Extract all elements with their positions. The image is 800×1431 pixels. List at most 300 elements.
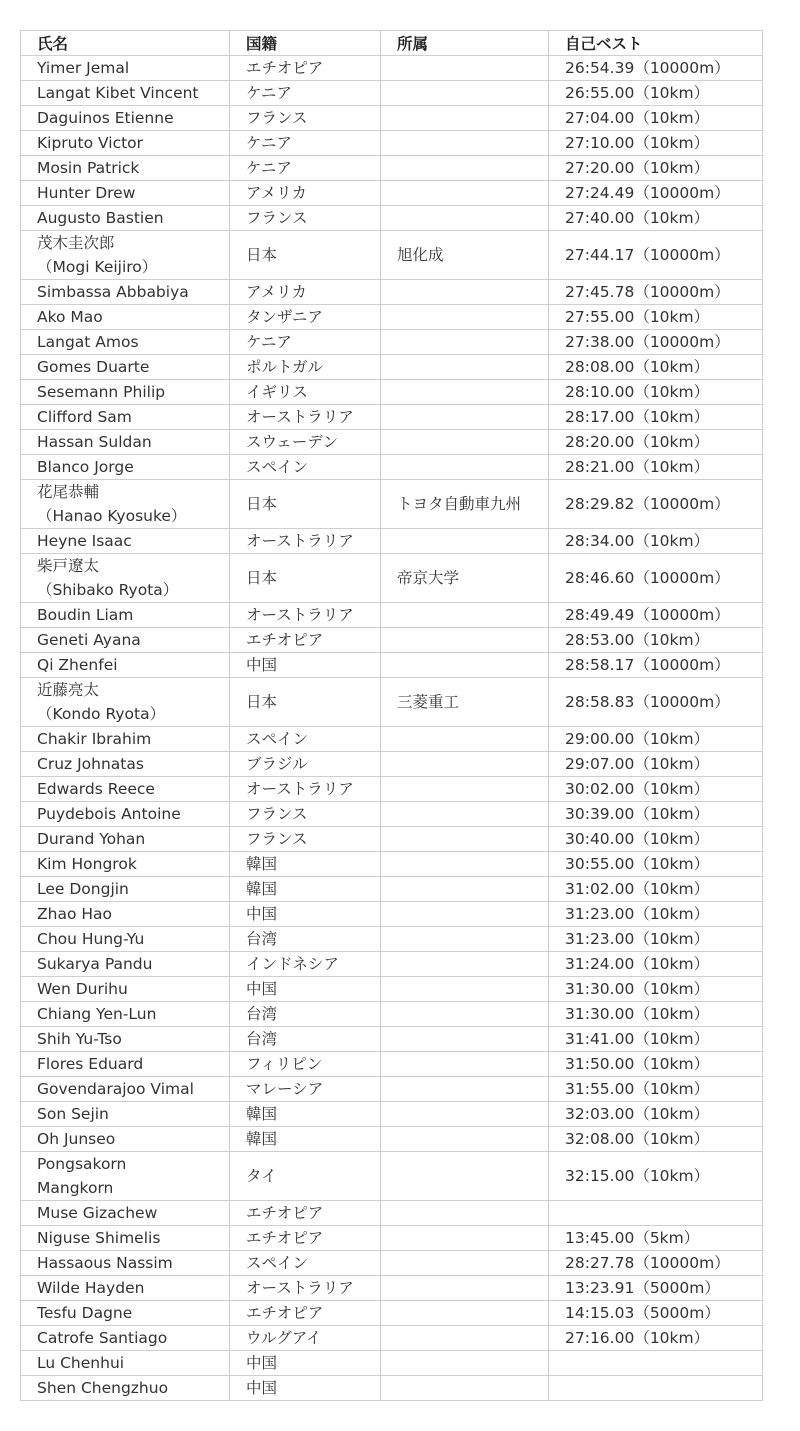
table-row [21,181,763,206]
table-row [21,802,763,827]
athlete-name: Sesemann Philip [37,383,166,401]
affiliation-cell [381,727,549,752]
athlete-name: Augusto Bastien [37,209,164,227]
table-row [21,280,763,305]
athlete-name-cell [21,1102,230,1127]
athlete-name-cell [21,305,230,330]
table-row [21,603,763,628]
athlete-name-cell [21,927,230,952]
table-row [21,455,763,480]
personal-best-cell: 13:45.00（5km） [549,1226,763,1251]
affiliation-cell [381,902,549,927]
athlete-name-cell [21,1077,230,1102]
country-cell: 韓国 [230,852,381,877]
affiliation-cell [381,1027,549,1052]
athlete-name: Wilde Hayden [37,1279,145,1297]
affiliation-cell [381,1351,549,1376]
affiliation-cell [381,156,549,181]
affiliation-cell [381,628,549,653]
affiliation-cell [381,1002,549,1027]
affiliation-cell [381,81,549,106]
athlete-name: Boudin Liam [37,606,134,624]
affiliation-cell: 三菱重工 [381,678,549,727]
athlete-name-cell [21,678,230,727]
table-row [21,1226,763,1251]
table-row [21,777,763,802]
country-cell: 韓国 [230,877,381,902]
table-row [21,827,763,852]
athlete-name: Chou Hung-Yu [37,930,145,948]
athlete-name: Shen Chengzhuo [37,1379,169,1397]
country-cell: フランス [230,206,381,231]
athlete-name-cell [21,902,230,927]
athlete-name-cell [21,430,230,455]
athlete-name-cell [21,977,230,1002]
personal-best-cell: 27:16.00（10km） [549,1326,763,1351]
country-cell: フランス [230,106,381,131]
personal-best-cell: 27:44.17（10000m） [549,231,763,280]
athlete-name-cell [21,1376,230,1401]
athlete-name: Hassaous Nassim [37,1254,173,1272]
athlete-name-cell [21,1326,230,1351]
table-row [21,106,763,131]
athlete-name-cell [21,727,230,752]
table-row [21,156,763,181]
country-cell: フランス [230,827,381,852]
athlete-name: 近藤亮太 [37,681,100,699]
country-cell: タイ [230,1152,381,1201]
athlete-name: Tesfu Dagne [37,1304,133,1322]
table-row [21,231,763,280]
country-cell: 韓国 [230,1127,381,1152]
table-row [21,628,763,653]
personal-best-cell: 28:58.17（10000m） [549,653,763,678]
table-row [21,480,763,529]
header-row [21,31,763,56]
affiliation-cell: 帝京大学 [381,554,549,603]
personal-best-cell: 27:40.00（10km） [549,206,763,231]
affiliation-cell [381,330,549,355]
athlete-name: Langat Kibet Vincent [37,84,199,102]
personal-best-cell: 31:24.00（10km） [549,952,763,977]
athlete-name-cell [21,280,230,305]
personal-best-cell: 28:21.00（10km） [549,455,763,480]
athlete-name: Muse Gizachew [37,1204,158,1222]
athlete-name-cell [21,156,230,181]
athlete-name: Chakir Ibrahim [37,730,152,748]
country-cell: スペイン [230,727,381,752]
athlete-name: Gomes Duarte [37,358,150,376]
personal-best-cell: 29:00.00（10km） [549,727,763,752]
table-row [21,678,763,727]
affiliation-cell [381,653,549,678]
athlete-name: Pongsakorn [37,1155,127,1173]
athlete-name-line: Mangkorn [37,1179,114,1197]
table-row [21,977,763,1002]
table-row [21,1201,763,1226]
athlete-name-cell [21,1251,230,1276]
country-cell: 日本 [230,678,381,727]
affiliation-cell [381,380,549,405]
athlete-name-cell [21,355,230,380]
athlete-name-cell [21,1027,230,1052]
affiliation-cell [381,305,549,330]
athlete-name: Puydebois Antoine [37,805,181,823]
table-row [21,355,763,380]
athlete-name: Lu Chenhui [37,1354,125,1372]
affiliation-cell [381,131,549,156]
athlete-name-line: （Mogi Keijiro） [37,258,158,276]
affiliation-cell [381,1301,549,1326]
header-personal-best: 自己ベスト [549,31,763,56]
country-cell: 中国 [230,1376,381,1401]
table-row [21,56,763,81]
table-row [21,305,763,330]
country-cell: 台湾 [230,1002,381,1027]
personal-best-cell: 32:08.00（10km） [549,1127,763,1152]
table-row [21,81,763,106]
personal-best-cell: 32:03.00（10km） [549,1102,763,1127]
table-row [21,405,763,430]
affiliation-cell [381,802,549,827]
country-cell: スペイン [230,1251,381,1276]
personal-best-cell: 28:20.00（10km） [549,430,763,455]
personal-best-cell [549,1351,763,1376]
athlete-name: Kim Hongrok [37,855,137,873]
personal-best-cell: 28:49.49（10000m） [549,603,763,628]
athlete-name-cell [21,554,230,603]
affiliation-cell [381,777,549,802]
table-row [21,1052,763,1077]
affiliation-cell [381,405,549,430]
athlete-name-cell [21,852,230,877]
athlete-name-line: （Shibako Ryota） [37,581,179,599]
affiliation-cell [381,455,549,480]
table-row [21,727,763,752]
country-cell: 台湾 [230,1027,381,1052]
athlete-name: Chiang Yen-Lun [37,1005,157,1023]
country-cell: ケニア [230,330,381,355]
athlete-name: Blanco Jorge [37,458,134,476]
athlete-name: Geneti Ayana [37,631,141,649]
personal-best-cell: 28:34.00（10km） [549,529,763,554]
personal-best-cell: 31:23.00（10km） [549,927,763,952]
table-row [21,1077,763,1102]
country-cell: エチオピア [230,1301,381,1326]
country-cell: スペイン [230,455,381,480]
header-affiliation: 所属 [381,31,549,56]
country-cell: ケニア [230,156,381,181]
personal-best-cell: 32:15.00（10km） [549,1152,763,1201]
athlete-name: 茂木圭次郎 [37,234,115,252]
athlete-name-cell [21,1276,230,1301]
affiliation-cell [381,529,549,554]
personal-best-cell: 26:54.39（10000m） [549,56,763,81]
athlete-name: Hunter Drew [37,184,136,202]
personal-best-cell: 28:53.00（10km） [549,628,763,653]
table-row [21,529,763,554]
country-cell: オーストラリア [230,529,381,554]
athlete-name: Govendarajoo Vimal [37,1080,194,1098]
personal-best-cell: 28:08.00（10km） [549,355,763,380]
country-cell: ポルトガル [230,355,381,380]
personal-best-cell: 28:10.00（10km） [549,380,763,405]
personal-best-cell: 30:40.00（10km） [549,827,763,852]
country-cell: アメリカ [230,181,381,206]
athlete-name: Yimer Jemal [37,59,130,77]
personal-best-cell: 29:07.00（10km） [549,752,763,777]
country-cell: 日本 [230,554,381,603]
personal-best-cell [549,1376,763,1401]
athlete-name: Clifford Sam [37,408,132,426]
table-row [21,1002,763,1027]
country-cell: エチオピア [230,56,381,81]
athlete-name-cell [21,1052,230,1077]
affiliation-cell [381,977,549,1002]
athlete-name-cell [21,877,230,902]
country-cell: アメリカ [230,280,381,305]
athlete-name-cell [21,131,230,156]
personal-best-cell: 27:55.00（10km） [549,305,763,330]
country-cell: フィリピン [230,1052,381,1077]
table-row [21,430,763,455]
table-row [21,1326,763,1351]
athlete-name: Heyne Isaac [37,532,132,550]
athlete-name-line: （Hanao Kyosuke） [37,507,187,525]
athlete-name-cell [21,1152,230,1201]
affiliation-cell [381,106,549,131]
athlete-name: 柴戸遼太 [37,557,100,575]
country-cell: 日本 [230,480,381,529]
athlete-name-cell [21,480,230,529]
personal-best-cell: 28:17.00（10km） [549,405,763,430]
athlete-name-cell [21,1351,230,1376]
personal-best-cell: 26:55.00（10km） [549,81,763,106]
athlete-name: Daguinos Etienne [37,109,174,127]
personal-best-cell: 13:23.91（5000m） [549,1276,763,1301]
country-cell: マレーシア [230,1077,381,1102]
table-row [21,330,763,355]
table-row [21,1027,763,1052]
personal-best-cell: 14:15.03（5000m） [549,1301,763,1326]
affiliation-cell [381,1326,549,1351]
country-cell: オーストラリア [230,603,381,628]
athlete-name: Kipruto Victor [37,134,144,152]
table-row [21,1376,763,1401]
athlete-name: Niguse Shimelis [37,1229,161,1247]
affiliation-cell [381,952,549,977]
country-cell: 中国 [230,902,381,927]
athlete-name: Durand Yohan [37,830,146,848]
personal-best-cell: 31:23.00（10km） [549,902,763,927]
athlete-name-cell [21,330,230,355]
athlete-name-cell [21,1002,230,1027]
table-row [21,1251,763,1276]
affiliation-cell [381,430,549,455]
country-cell: ウルグアイ [230,1326,381,1351]
country-cell: 台湾 [230,927,381,952]
athlete-name-cell [21,628,230,653]
athlete-name-cell [21,952,230,977]
table-row [21,554,763,603]
athlete-name-cell [21,802,230,827]
country-cell: 中国 [230,653,381,678]
athlete-name-line: （Kondo Ryota） [37,705,166,723]
table-row [21,380,763,405]
athlete-name: Catrofe Santiago [37,1329,168,1347]
country-cell: 韓国 [230,1102,381,1127]
country-cell: フランス [230,802,381,827]
personal-best-cell: 31:50.00（10km） [549,1052,763,1077]
country-cell: ケニア [230,81,381,106]
personal-best-cell: 27:38.00（10000m） [549,330,763,355]
header-name: 氏名 [21,31,230,56]
country-cell: オーストラリア [230,405,381,430]
athlete-name: 花尾恭輔 [37,483,100,501]
table-row [21,1152,763,1201]
table-row [21,902,763,927]
affiliation-cell [381,827,549,852]
affiliation-cell: トヨタ自動車九州 [381,480,549,529]
country-cell: インドネシア [230,952,381,977]
country-cell: スウェーデン [230,430,381,455]
personal-best-cell: 27:04.00（10km） [549,106,763,131]
athlete-name-cell [21,529,230,554]
entry-list-table [20,30,763,1401]
affiliation-cell [381,852,549,877]
country-cell: ブラジル [230,752,381,777]
athlete-name: Edwards Reece [37,780,155,798]
table-row [21,653,763,678]
table-row [21,927,763,952]
country-cell: イギリス [230,380,381,405]
athlete-name-cell [21,206,230,231]
table-row [21,752,763,777]
athlete-name: Wen Durihu [37,980,128,998]
affiliation-cell [381,877,549,902]
athlete-name-cell [21,231,230,280]
athlete-name-cell [21,653,230,678]
affiliation-cell [381,181,549,206]
table-body [21,56,763,1401]
affiliation-cell [381,1226,549,1251]
athlete-name: Oh Junseo [37,1130,116,1148]
affiliation-cell [381,1077,549,1102]
affiliation-cell [381,1152,549,1201]
personal-best-cell: 28:29.82（10000m） [549,480,763,529]
affiliation-cell [381,1127,549,1152]
athlete-name: Hassan Suldan [37,433,152,451]
country-cell: 日本 [230,231,381,280]
affiliation-cell [381,206,549,231]
athlete-name-cell [21,455,230,480]
personal-best-cell: 31:41.00（10km） [549,1027,763,1052]
athlete-name: Son Sejin [37,1105,109,1123]
athlete-name: Ako Mao [37,308,103,326]
affiliation-cell [381,280,549,305]
athlete-name: Langat Amos [37,333,139,351]
athlete-name: Sukarya Pandu [37,955,153,973]
country-cell: 中国 [230,1351,381,1376]
personal-best-cell: 27:45.78（10000m） [549,280,763,305]
affiliation-cell [381,1201,549,1226]
header-country: 国籍 [230,31,381,56]
athlete-name-cell [21,405,230,430]
personal-best-cell: 30:55.00（10km） [549,852,763,877]
country-cell: オーストラリア [230,1276,381,1301]
athlete-name: Zhao Hao [37,905,112,923]
results-table-container [20,30,762,1401]
athlete-name: Lee Dongjin [37,880,129,898]
affiliation-cell [381,1376,549,1401]
country-cell: 中国 [230,977,381,1002]
athlete-name-cell [21,1226,230,1251]
athlete-name-cell [21,1201,230,1226]
country-cell: エチオピア [230,1226,381,1251]
table-row [21,131,763,156]
table-row [21,1102,763,1127]
country-cell: オーストラリア [230,777,381,802]
affiliation-cell: 旭化成 [381,231,549,280]
country-cell: エチオピア [230,1201,381,1226]
athlete-name: Shih Yu-Tso [37,1030,122,1048]
affiliation-cell [381,56,549,81]
personal-best-cell: 27:24.49（10000m） [549,181,763,206]
athlete-name-cell [21,56,230,81]
table-row [21,952,763,977]
athlete-name-cell [21,603,230,628]
table-row [21,1301,763,1326]
affiliation-cell [381,752,549,777]
personal-best-cell: 28:27.78（10000m） [549,1251,763,1276]
personal-best-cell [549,1201,763,1226]
affiliation-cell [381,355,549,380]
athlete-name-cell [21,181,230,206]
personal-best-cell: 27:10.00（10km） [549,131,763,156]
athlete-name-cell [21,777,230,802]
athlete-name-cell [21,1127,230,1152]
athlete-name: Flores Eduard [37,1055,144,1073]
table-row [21,877,763,902]
table-row [21,1276,763,1301]
country-cell: エチオピア [230,628,381,653]
personal-best-cell: 28:46.60（10000m） [549,554,763,603]
athlete-name-cell [21,827,230,852]
athlete-name-cell [21,106,230,131]
affiliation-cell [381,1251,549,1276]
athlete-name: Qi Zhenfei [37,656,118,674]
table-row [21,1127,763,1152]
athlete-name: Mosin Patrick [37,159,140,177]
personal-best-cell: 27:20.00（10km） [549,156,763,181]
personal-best-cell: 31:30.00（10km） [549,1002,763,1027]
table-header [21,31,763,56]
athlete-name-cell [21,1301,230,1326]
affiliation-cell [381,1276,549,1301]
table-row [21,852,763,877]
affiliation-cell [381,1102,549,1127]
affiliation-cell [381,927,549,952]
table-row [21,206,763,231]
personal-best-cell: 31:02.00（10km） [549,877,763,902]
athlete-name-cell [21,380,230,405]
affiliation-cell [381,1052,549,1077]
affiliation-cell [381,603,549,628]
personal-best-cell: 31:55.00（10km） [549,1077,763,1102]
country-cell: ケニア [230,131,381,156]
athlete-name: Cruz Johnatas [37,755,144,773]
personal-best-cell: 30:02.00（10km） [549,777,763,802]
